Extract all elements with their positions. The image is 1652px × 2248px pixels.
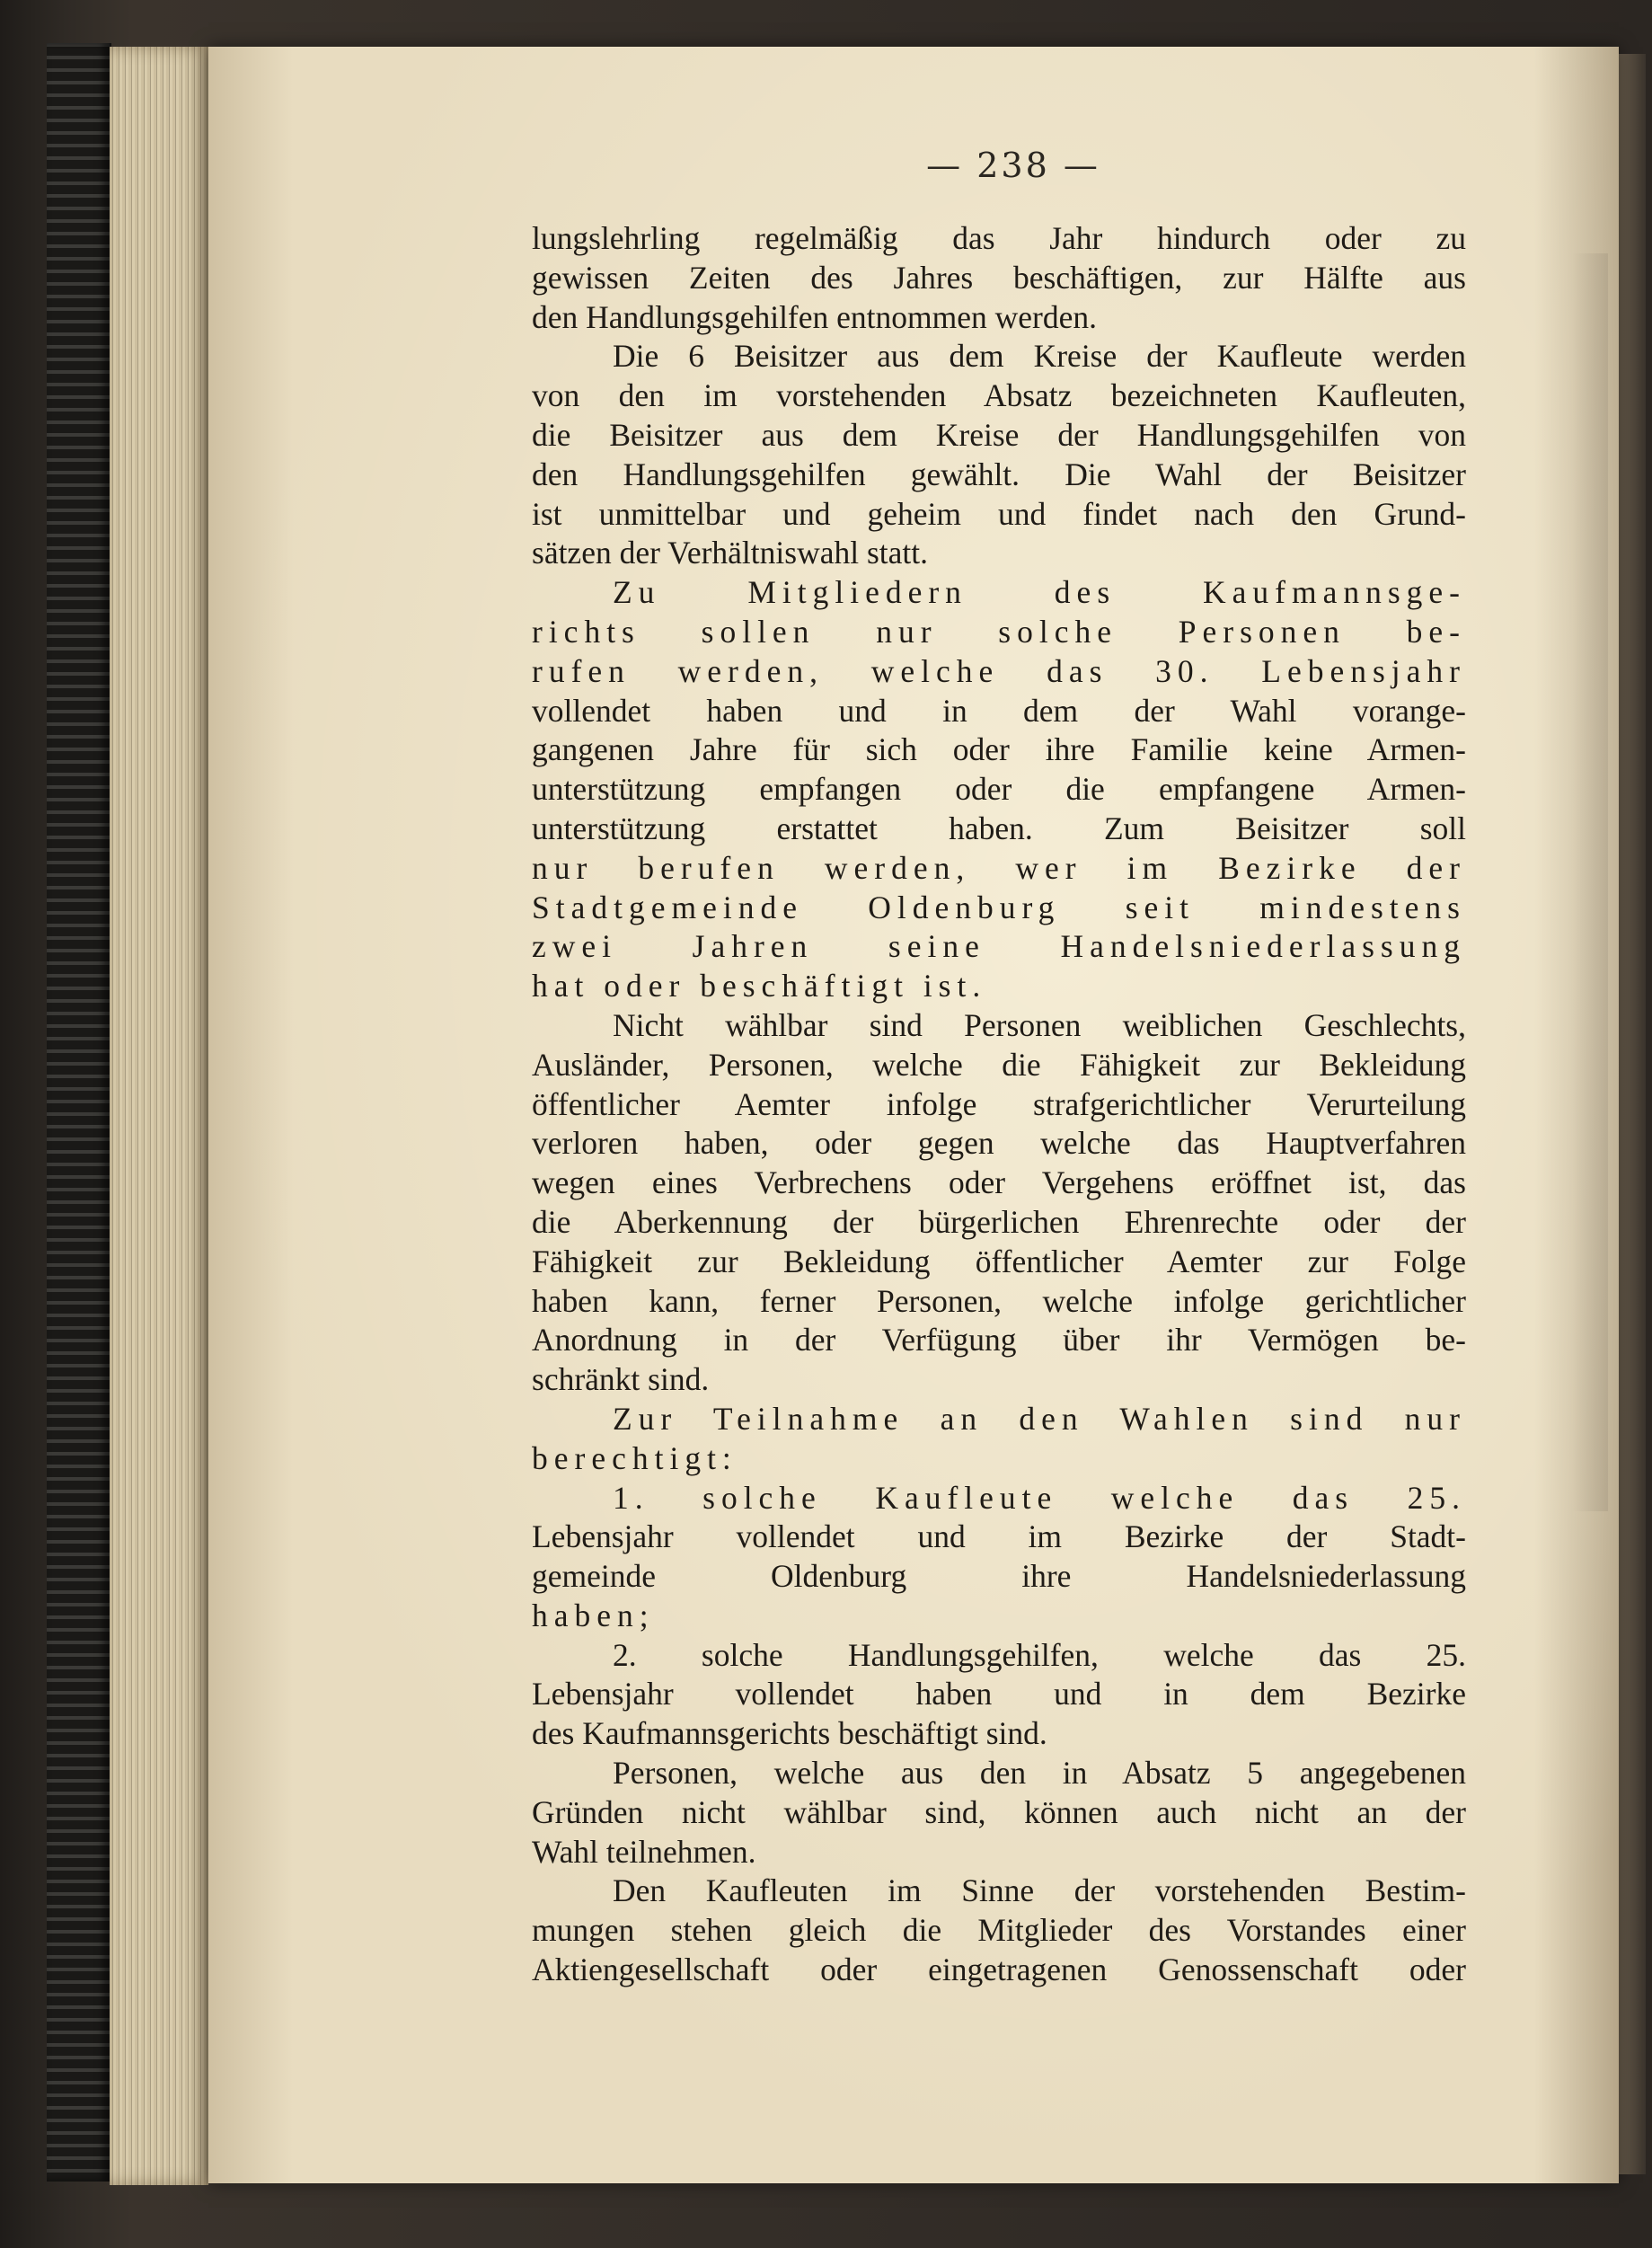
text-line: berechtigt: (532, 1439, 738, 1476)
text-line: 1. solche Kaufleute welche das 25. (613, 1479, 1466, 1516)
text-line: Die 6 Beisitzer aus dem Kreise der Kaufleute werden (613, 338, 1466, 375)
text-line: öffentlicher Aemter infolge strafgerichtlicher Verurteilung (532, 1085, 1466, 1122)
text-line: Zur Teilnahme an den Wahlen sind nur (613, 1400, 1466, 1437)
page-number: — 238 — (926, 146, 1100, 185)
text-line: gemeinde Oldenburg ihre Handelsniederlassung (532, 1558, 1466, 1595)
text-line: Gründen nicht wählbar sind, können auch nicht an der (532, 1793, 1466, 1830)
text-line: verloren haben, oder gegen welche das Hauptverfahren (532, 1125, 1466, 1162)
text-line: des Kaufmannsgerichts beschäftigt sind. (532, 1715, 1047, 1752)
text-line: lungslehrling regelmäßig das Jahr hindurch oder zu (532, 220, 1466, 256)
text-line: hat oder beschäftigt ist. (532, 968, 987, 1005)
book-right-edge (1619, 54, 1646, 2174)
text-line: von den im vorstehenden Absatz bezeichneten Kaufleuten, (532, 377, 1466, 414)
text-line: ist unmittelbar und geheim und findet nach den Grund- (532, 495, 1466, 532)
text-line: schränkt sind. (532, 1361, 710, 1398)
text-line: richts sollen nur solche Personen be- (532, 613, 1466, 650)
text-line: gangenen Jahre für sich oder ihre Familie keine Armen- (532, 731, 1466, 768)
text-line: Personen, welche aus den in Absatz 5 angegebenen (613, 1755, 1466, 1792)
text-line: den Handlungsgehilfen entnommen werden. (532, 298, 1097, 335)
text-line: Wahl teilnehmen. (532, 1833, 756, 1870)
text-line: vollendet haben und in dem der Wahl vorange- (532, 692, 1466, 729)
text-line: Anordnung in der Verfügung über ihr Vermögen be- (532, 1322, 1466, 1359)
text-line: Ausländer, Personen, welche die Fähigkeit zur Bekleidung (532, 1046, 1466, 1083)
text-line: sätzen der Verhältniswahl statt. (532, 535, 928, 571)
text-line: den Handlungsgehilfen gewählt. Die Wahl der Beisitzer (532, 456, 1466, 492)
text-line: rufen werden, welche das 30. Lebensjahr (532, 652, 1466, 689)
text-line: Fähigkeit zur Bekleidung öffentlicher Aemter zur Folge (532, 1243, 1466, 1279)
text-line: die Beisitzer aus dem Kreise der Handlungsgehilfen von (532, 416, 1466, 453)
text-line: Zu Mitgliedern des Kaufmannsge- (613, 574, 1466, 611)
bleed-through-shadow (1572, 253, 1608, 1511)
text-line: haben; (532, 1597, 655, 1633)
text-line: haben kann, ferner Personen, welche infolge gerichtlicher (532, 1282, 1466, 1319)
text-line: gewissen Zeiten des Jahres beschäftigen, zur Hälfte aus (532, 259, 1466, 296)
text-line: unterstützung empfangen oder die empfangene Armen- (532, 771, 1466, 808)
page-edges (110, 47, 208, 2185)
page-body-text (532, 219, 1466, 1990)
text-line: mungen stehen gleich die Mitglieder des Vorstandes einer (532, 1912, 1466, 1949)
text-line: 2. solche Handlungsgehilfen, welche das 25. (613, 1636, 1466, 1673)
text-line: Lebensjahr vollendet haben und in dem Bezirke (532, 1676, 1466, 1713)
text-line: die Aberkennung der bürgerlichen Ehrenrechte oder der (532, 1203, 1466, 1240)
text-line: wegen eines Verbrechens oder Vergehens eröffnet ist, das (532, 1164, 1466, 1201)
book-cover-spine (47, 43, 111, 2182)
text-line: Den Kaufleuten im Sinne der vorstehenden Bestim- (613, 1872, 1466, 1909)
text-line: zwei Jahren seine Handelsniederlassung (532, 928, 1466, 965)
text-line: unterstützung erstattet haben. Zum Beisitzer soll (532, 810, 1466, 846)
text-line: Stadtgemeinde Oldenburg seit mindestens (532, 889, 1466, 925)
text-line: Nicht wählbar sind Personen weiblichen Geschlechts, (613, 1006, 1466, 1043)
text-line: Aktiengesellschaft oder eingetragenen Genossenschaft oder (532, 1952, 1466, 1988)
text-line: Lebensjahr vollendet und im Bezirke der Stadt- (532, 1518, 1466, 1555)
text-line: nur berufen werden, wer im Bezirke der (532, 849, 1466, 886)
